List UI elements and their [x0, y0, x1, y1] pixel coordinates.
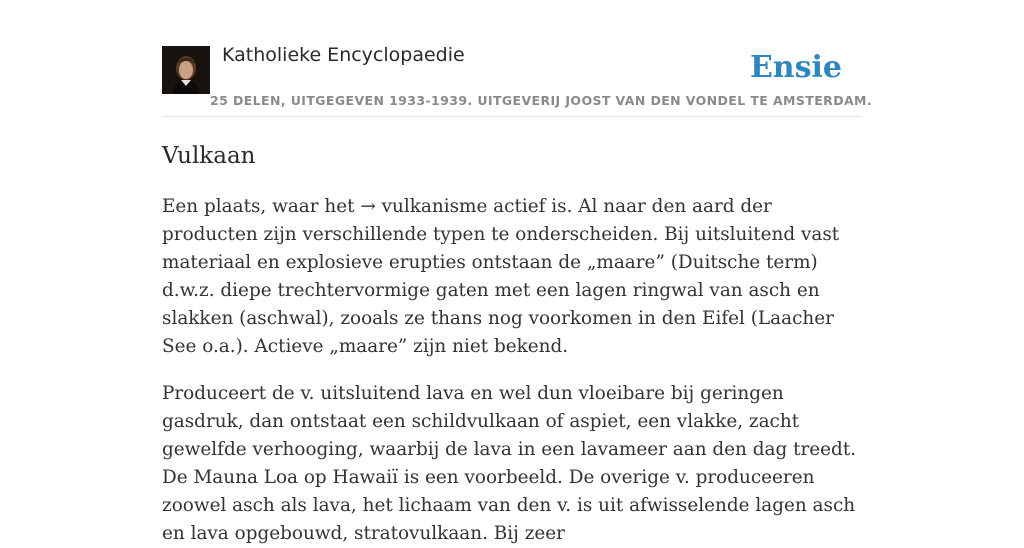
source-header [162, 0, 873, 117]
article-title: Vulkaan [162, 143, 256, 169]
article-paragraph-1: Een plaats, waar het → vulkanisme actief is. Al naar den aard der producten zijn verschillende typen te onderscheiden. Bij uitsluitend vast materiaal en explosieve erupties ontstaan de „maare” (Duitsche term) d.w.z. diepe trechtervormige gaten met een lagen ringwal van asch en slakken (aschwal), zooals ze thans nog voorkomen in den Eifel (Laacher See o.a.). Actieve „maare” zijn niet bekend. [162, 196, 840, 357]
source-title[interactable]: Katholieke Encyclopaedie [222, 44, 465, 66]
source-subtitle: 25 DELEN, UITGEGEVEN 1933-1939. UITGEVERIJ JOOST VAN DEN VONDEL TE AMSTERDAM. [210, 93, 873, 108]
brand-logo[interactable]: Ensie [749, 50, 842, 85]
article-paragraph-2: Produceert de v. uitsluitend lava en wel dun vloeibare bij geringen gasdruk, dan ontstaat een schildvulkaan of aspiet, een vlakke, zacht gewelfde verhooging, waarbij de lava in een lavameer aan den dag treedt. De Mauna Loa op Hawaiï is een voorbeeld. De overige v. produceeren zoowel asch als lava, het lichaam van den v. is uit afwisselende lagen asch en lava opgebouwd, stratovulkaan. Bij zeer [162, 383, 857, 544]
author-portrait-icon[interactable] [162, 46, 210, 94]
page-container [162, 0, 873, 548]
